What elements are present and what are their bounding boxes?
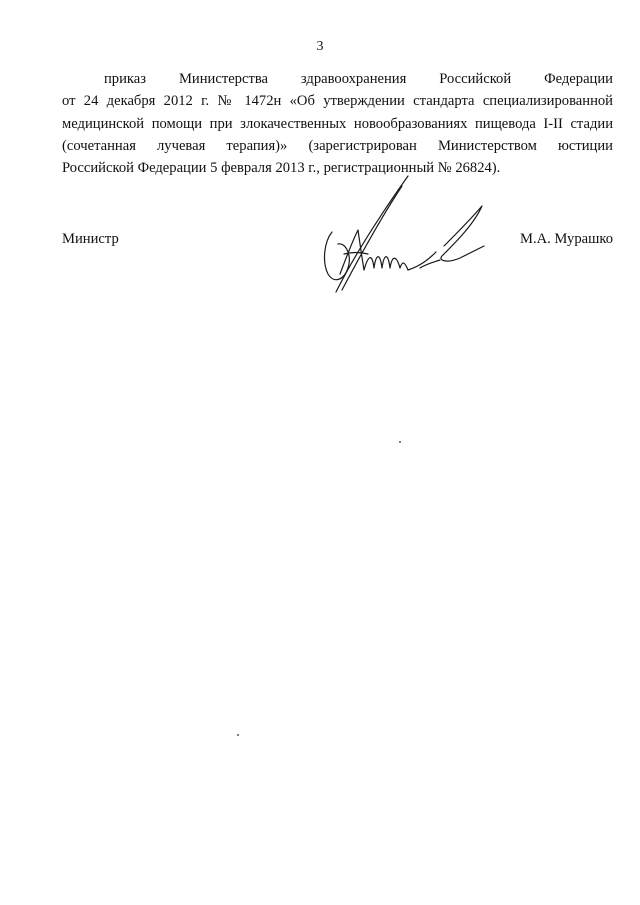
scan-speck [237, 734, 239, 736]
paragraph-line: приказ Министерства здравоохранения Российской Федерации [104, 71, 613, 87]
minister-title: Министр [62, 231, 119, 247]
paragraph-line: (сочетанная лучевая терапия)» (зарегистрирован Министерством юстиции [62, 137, 613, 154]
paragraph-line: от 24 декабря 2012 г. № 1472н «Об утверждении стандарта специализированной [62, 93, 613, 110]
page-number: 3 [316, 39, 324, 54]
paragraph-line: медицинской помощи при злокачественных новообразованиях пищевода I-II стадии [62, 115, 613, 132]
order-paragraph [62, 68, 613, 179]
paragraph-line: Российской Федерации 5 февраля 2013 г., регистрационный № 26824). [62, 160, 501, 177]
minister-name: М.А. Мурашко [519, 231, 613, 247]
handwritten-signature [316, 172, 490, 300]
scan-speck [399, 441, 401, 443]
